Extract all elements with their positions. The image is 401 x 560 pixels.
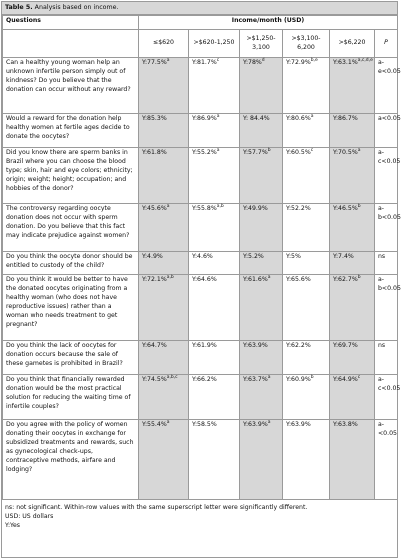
value-text: Y:60.9% (286, 376, 311, 383)
value-cell (330, 275, 375, 341)
value-text: Y:63.7% (243, 376, 268, 383)
value-text: Y:5% (286, 253, 301, 260)
value-cell (283, 114, 330, 148)
col-header-2: >$620-1,250 (189, 30, 240, 58)
value-text: Y:52.2% (286, 205, 311, 212)
value-text: Y:60.5% (286, 149, 311, 156)
question-cell: Do you think it would be better to have the donated oocytes originating from a healthy woman (who does not have reproductive issues) rather than a woman who needs treatment to get pregnant? (3, 275, 139, 341)
value-superscript: a (310, 113, 314, 119)
value-superscript: a (267, 374, 271, 380)
value-cell (330, 375, 375, 420)
value-text: Y:86.9% (192, 115, 217, 122)
value-superscript: a (166, 419, 170, 425)
value-text: Y:63.1% (333, 59, 358, 66)
value-superscript: b,e (310, 57, 318, 63)
value-text: Y:64.9% (333, 376, 358, 383)
value-text: Y:72.1% (142, 276, 167, 283)
question-cell: Would a reward for the donation help healthy women at fertile ages decide to donate the oocytes? (3, 114, 139, 148)
value-cell (189, 114, 240, 148)
value-superscript: b (357, 203, 361, 209)
value-cell (330, 204, 375, 252)
value-cell (240, 275, 283, 341)
value-cell (240, 148, 283, 204)
value-text: Y:55.2% (192, 149, 217, 156)
value-cell (283, 275, 330, 341)
value-superscript: c (310, 147, 314, 153)
question-cell: The controversy regarding oocyte donation does not occur with sperm donation. Do you believe that this fact may indicate prejudice against women? (3, 204, 139, 252)
value-cell (240, 420, 283, 500)
value-cell (240, 252, 283, 275)
question-cell: Do you think that financially rewarded donation would be the most practical solution for reducing the waiting time of infertile couples? (3, 375, 139, 420)
value-cell (189, 148, 240, 204)
table-row (3, 375, 398, 420)
value-text: Y:61.6% (243, 276, 268, 283)
table-body (3, 57, 401, 500)
question-cell: Do you think the lack of oocytes for donation occurs because the sale of these gametes is prohibited in Brazil? (3, 341, 139, 375)
value-cell (139, 114, 189, 148)
question-cell: Do you agree with the policy of women donating their oocytes in exchange for subsidized treatments and rewards, such as gynecological check-ups, contraceptive methods, airfare and lodging? (3, 420, 139, 500)
table-row (3, 58, 398, 114)
value-cell (240, 114, 283, 148)
value-cell (330, 114, 375, 148)
value-cell (139, 58, 189, 114)
blank-header-cell (3, 30, 139, 58)
value-text: Y:69.7% (333, 342, 358, 349)
value-cell (283, 204, 330, 252)
value-text: Y:66.2% (192, 376, 217, 383)
value-superscript: c (357, 374, 361, 380)
value-superscript: a (166, 57, 170, 63)
col-header-4: >$3,100-6,200 (283, 30, 330, 58)
value-cell (139, 275, 189, 341)
table-row (3, 204, 398, 252)
value-text: Y:57.7% (243, 149, 268, 156)
value-cell (283, 420, 330, 500)
table-row (3, 420, 398, 500)
value-text: Y:78% (243, 59, 262, 66)
value-cell (283, 252, 330, 275)
value-text: Y:7.4% (333, 253, 354, 260)
value-text: Y:64.6% (192, 276, 217, 283)
p-value-cell: ns (375, 341, 398, 375)
p-value-cell: a-e<0.05 (375, 58, 398, 114)
col-header-5: >$6,220 (330, 30, 375, 58)
question-cell: Can a healthy young woman help an unknown infertile person simply out of kindness? Do you believe that the donation can occur without any reward? (3, 58, 139, 114)
table-caption (2, 2, 397, 15)
value-superscript: a,b,c (166, 374, 178, 380)
table-row (3, 275, 398, 341)
value-superscript: a (267, 419, 271, 425)
value-text: Y:63.9% (286, 421, 311, 428)
value-text: Y:61.9% (192, 342, 217, 349)
value-text: Y:85.3% (142, 115, 167, 122)
p-value-cell: a-b<0.05 (375, 275, 398, 341)
value-text: Y:49.9% (243, 205, 268, 212)
value-cell (189, 341, 240, 375)
value-text: Y:81.7% (192, 59, 217, 66)
value-text: Y:5.2% (243, 253, 264, 260)
value-text: Y:4.6% (192, 253, 213, 260)
value-cell (330, 420, 375, 500)
value-superscript: d (261, 57, 265, 63)
value-cell (240, 341, 283, 375)
value-superscript: b (310, 374, 314, 380)
question-cell: Did you know there are sperm banks in Brazil where you can choose the blood type; skin, hair and eye colors; ethnicity; origin; weight; height; occupation; and hobbies of the donor? (3, 148, 139, 204)
value-cell (330, 58, 375, 114)
value-cell (189, 204, 240, 252)
table-label: Table 5. (5, 4, 33, 11)
value-superscript: b (357, 274, 361, 280)
p-value-cell: a-<0.05 (375, 420, 398, 500)
value-text: Y:61.8% (142, 149, 167, 156)
value-superscript: b (267, 147, 271, 153)
income-analysis-table (2, 15, 401, 500)
value-superscript: a (216, 113, 220, 119)
col-header-1: ≤$620 (139, 30, 189, 58)
value-text: Y:64.7% (142, 342, 167, 349)
value-text: Y:63.8% (333, 421, 358, 428)
value-cell (283, 375, 330, 420)
footnote-usd: USD: US dollars (5, 513, 54, 520)
value-text: Y: 84.4% (243, 115, 270, 122)
value-cell (139, 148, 189, 204)
p-value-cell: a<0.05 (375, 114, 398, 148)
footnote-ns: ns: not significant. Within-row values with the same superscript letter were significantly different. (5, 504, 308, 511)
value-text: Y:72.9% (286, 59, 311, 66)
value-superscript: a,b (216, 203, 224, 209)
value-text: Y:65.6% (286, 276, 311, 283)
footnote-yes: Y:Yes (5, 522, 21, 529)
table-row (3, 252, 398, 275)
value-cell (283, 148, 330, 204)
table-row (3, 341, 398, 375)
value-superscript: a (166, 203, 170, 209)
p-value-cell: a-c<0.05 (375, 148, 398, 204)
value-superscript: a,b (166, 274, 174, 280)
value-text: Y:55.4% (142, 421, 167, 428)
col-header-3: >$1,250-3,100 (240, 30, 283, 58)
table-row (3, 114, 398, 148)
value-text: Y:63.9% (243, 342, 268, 349)
value-text: Y:74.5% (142, 376, 167, 383)
p-value-cell: a-b<0.05 (375, 204, 398, 252)
value-superscript: a (216, 147, 220, 153)
table-footnotes (2, 500, 397, 530)
table-title: Analysis based on income. (34, 4, 119, 11)
value-superscript: a,c,d,e (357, 57, 373, 63)
value-cell (330, 252, 375, 275)
value-text: Y:80.6% (286, 115, 311, 122)
value-text: Y:77.5% (142, 59, 167, 66)
value-cell (139, 341, 189, 375)
questions-header: Questions (3, 16, 139, 30)
value-text: Y:86.7% (333, 115, 358, 122)
value-text: Y:46.5% (333, 205, 358, 212)
p-value-cell: a-c<0.05 (375, 375, 398, 420)
value-superscript: a (267, 274, 271, 280)
value-text: Y:58.5% (192, 421, 217, 428)
value-cell (240, 375, 283, 420)
value-text: Y:55.8% (192, 205, 217, 212)
table-row (3, 148, 398, 204)
value-cell (189, 58, 240, 114)
value-superscript: a (357, 147, 361, 153)
value-text: Y:63.9% (243, 421, 268, 428)
value-cell (189, 420, 240, 500)
col-header-p: P (375, 30, 398, 58)
value-cell (189, 275, 240, 341)
value-cell (189, 252, 240, 275)
value-cell (240, 204, 283, 252)
value-cell (189, 375, 240, 420)
value-text: Y:62.7% (333, 276, 358, 283)
value-cell (139, 252, 189, 275)
value-cell (283, 58, 330, 114)
value-text: Y:4.9% (142, 253, 163, 260)
value-text: Y:45.6% (142, 205, 167, 212)
value-text: Y:62.2% (286, 342, 311, 349)
table-frame (1, 1, 401, 558)
value-cell (139, 420, 189, 500)
question-cell: Do you think the oocyte donor should be entitled to custody of the child? (3, 252, 139, 275)
value-cell (240, 58, 283, 114)
income-group-header: Income/month (USD) (139, 16, 398, 30)
value-cell (139, 204, 189, 252)
value-cell (139, 375, 189, 420)
p-value-cell: ns (375, 252, 398, 275)
value-text: Y:70.5% (333, 149, 358, 156)
value-superscript: c (216, 57, 220, 63)
value-cell (330, 148, 375, 204)
value-cell (330, 341, 375, 375)
value-cell (283, 341, 330, 375)
